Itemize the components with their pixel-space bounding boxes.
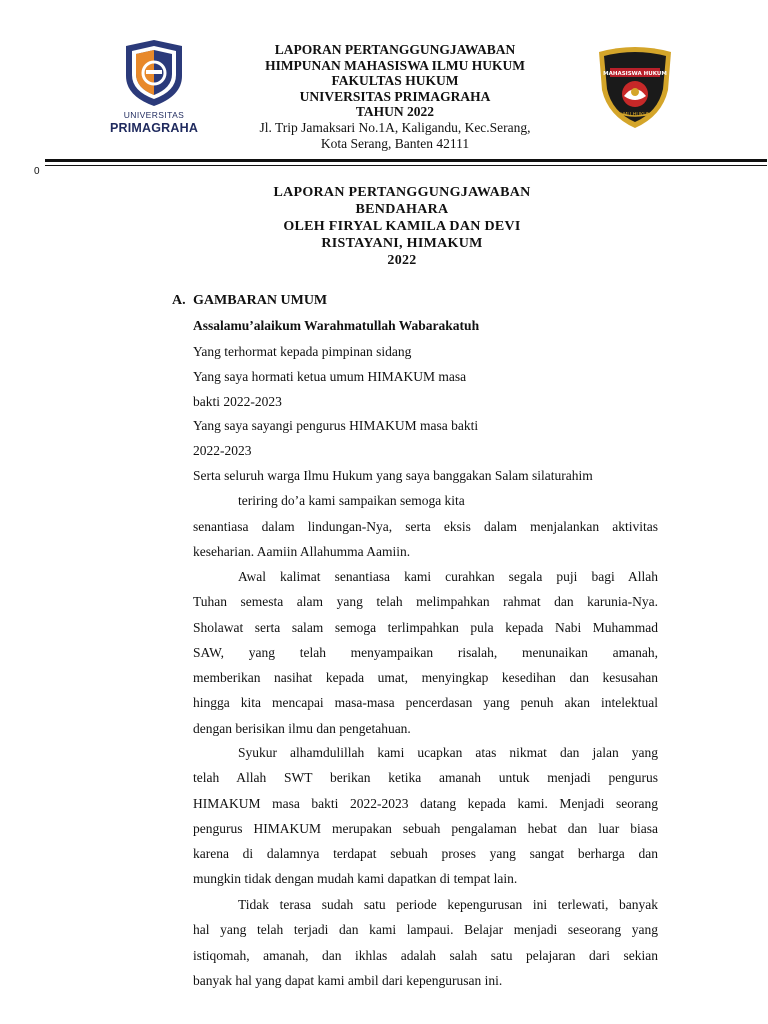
paragraph-line: memberikan nasihat kepada umat, menyingkap kesedihan dan kesusahan [193,670,658,686]
paragraph-line: istiqomah, amanah, dan ikhlas adalah salah satu pelajaran dari sekian [193,947,658,963]
paragraph-line: pengurus HIMAKUM merupakan sebuah pengalaman hebat dan luar biasa [193,820,658,836]
paragraph [193,892,658,993]
paragraph [193,740,658,892]
title-line: 2022 [387,253,417,268]
intro-paragraph [193,514,658,565]
logo-bottom-text: ILMU HUKUM [618,112,652,118]
organization-shield-icon [596,44,674,130]
address-line: Kota Serang, Banten 42111 [320,135,470,151]
organization-logo [596,44,674,130]
paragraph-line: SAW, yang telah menyampaikan risalah, menunaikan amanah, [193,644,658,660]
paragraph-line: Tidak terasa sudah satu periode kepengurusan ini terlewati, banyak [238,897,658,912]
university-logo [104,40,204,140]
letterhead-line: UNIVERSITAS PRIMAGRAHA [299,88,491,104]
title-line: RISTAYANI, HIMAKUM [321,236,483,251]
paragraph [193,564,658,741]
intro-line: keseharian. Aamiin Allahumma Aamiin. [193,544,411,560]
title-line: OLEH FIRYAL KAMILA DAN DEVI [283,219,521,234]
greeting: Assalamu’alaikum Warahmatullah Wabarakatuh [193,318,480,333]
paragraph-line: HIMAKUM masa bakti 2022-2023 datang kepada kami. Menjadi seorang [193,795,658,811]
margin-mark: 0 [34,166,40,177]
paragraph-line: Tuhan semesta alam yang telah melimpahkan rahmat dan karunia-Nya. [193,594,658,610]
letterhead-line: FAKULTAS HUKUM [331,73,459,88]
paragraph-line: hingga kita mencapai masa-masa pencerdasan yang penuh akan intelektual [193,695,658,711]
paragraph-line: banyak hal yang dapat kami ambil dari kepengurusan ini. [193,972,503,988]
intro-line: teriring do’a kami sampaikan semoga kita [238,493,465,508]
letterhead-line: LAPORAN PERTANGGUNGJAWABAN [274,42,516,57]
salutation-line: bakti 2022-2023 [193,394,282,409]
letterhead-line: TAHUN 2022 [355,104,435,119]
logo-bottom-text: PRIMAGRAHA [109,121,199,135]
section-letter: A. [172,293,186,308]
header-divider-thin [45,165,767,166]
title-line: LAPORAN PERTANGGUNGJAWABAN [273,185,531,200]
section-heading [172,293,327,309]
title-line: BENDAHARA [355,202,449,217]
paragraph-line: hal yang telah terjadi dan kami lampaui. Belajar menjadi seseorang yang [193,922,658,938]
salutation-line: 2022-2023 [193,443,252,458]
paragraph-line: Syukur alhamdulillah kami ucapkan atas nikmat dan jalan yang [238,745,658,760]
header-divider [45,159,767,162]
address-line: Jl. Trip Jamaksari No.1A, Kaligandu, Kec.Serang, [259,119,531,135]
paragraph-line: mungkin tidak dengan mudah kami dapatkan di tempat lain. [193,871,518,887]
paragraph-line: telah Allah SWT berikan ketika amanah untuk menjadi pengurus [193,770,658,786]
document-title [192,184,612,269]
section-heading-text: GAMBARAN UMUM [193,293,328,308]
letterhead [226,42,564,152]
salutation-line: Yang terhormat kepada pimpinan sidang [193,344,412,359]
logo-banner-text: MAHASISWA HUKUM [603,71,667,77]
intro-line: senantiasa dalam lindungan-Nya, serta eksis dalam menjalankan aktivitas [193,519,658,534]
paragraph-line: Awal kalimat senantiasa kami curahkan segala puji bagi Allah [238,569,658,584]
paragraph-line: Sholawat serta salam semoga terlimpahkan pula kepada Nabi Muhammad [193,619,658,635]
paragraph-line: karena di dalamnya terdapat sebuah proses yang sangat berharga dan [193,846,658,862]
university-shield-icon [122,40,186,106]
logo-top-text: UNIVERSITAS [123,110,185,120]
letterhead-line: HIMPUNAN MAHASISWA ILMU HUKUM [265,57,525,73]
salutation-line: Yang saya sayangi pengurus HIMAKUM masa bakti [193,418,479,433]
intro-line: Serta seluruh warga Ilmu Hukum yang saya banggakan Salam silaturahim [193,468,593,483]
salutation-line: Yang saya hormati ketua umum HIMAKUM masa [193,369,467,384]
paragraph-line: dengan berisikan ilmu dan pengetahuan. [193,720,411,736]
